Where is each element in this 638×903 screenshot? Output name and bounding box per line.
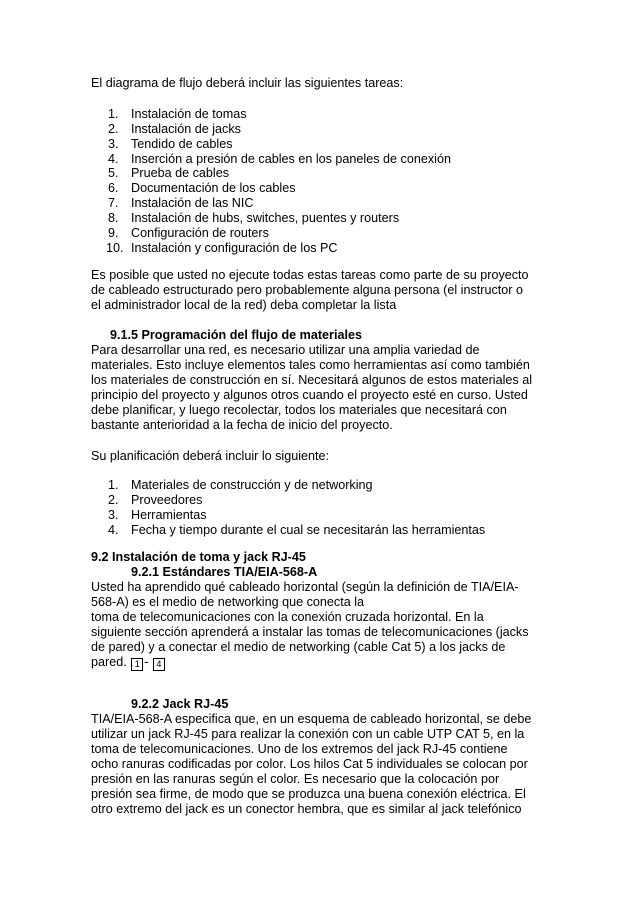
task-number: 8. [108, 211, 119, 225]
paragraph-line: principio del proyecto y algunos otros cuando el proyecto esté en curso. Usted [91, 388, 528, 402]
task-item: Prueba de cables [131, 166, 230, 180]
paragraph-line: otro extremo del jack es un conector hembra, que es similar al jack telefónico [91, 802, 522, 816]
task-item: Instalación de hubs, switches, puentes y routers [131, 211, 400, 225]
paragraph-line: utilizar un jack RJ-45 para realizar la conexión con un cable UTP CAT 5, en la [91, 727, 525, 741]
task-number: 3. [108, 137, 119, 151]
task-number: 7. [108, 196, 119, 210]
intro-text: El diagrama de flujo deberá incluir las siguientes tareas: [91, 76, 404, 90]
plan-item: Herramientas [131, 508, 207, 522]
paragraph-line: debe planificar, y luego recolectar, todos los materiales que necesitará con [91, 403, 507, 417]
plan-item: Fecha y tiempo durante el cual se necesitarán las herramientas [131, 523, 486, 537]
reference-box: 1 [131, 658, 143, 671]
section-heading-9-2-1: 9.2.1 Estándares TIA/EIA-568-A [131, 565, 318, 579]
plan-number: 3. [108, 508, 119, 522]
paragraph-line-last [91, 655, 166, 671]
task-number: 4. [108, 152, 119, 166]
paragraph-line: toma de telecomunicaciones con la conexión cruzada horizontal. En la [91, 610, 484, 624]
paragraph-text: pared. [91, 655, 127, 669]
paragraph-line: bastante anterioridad a la fecha de inicio del proyecto. [91, 418, 393, 432]
paragraph-line: Es posible que usted no ejecute todas estas tareas como parte de su proyecto [91, 268, 529, 282]
reference-separator: - [144, 655, 149, 669]
task-item: Instalación de tomas [131, 107, 247, 121]
paragraph-line: Usted ha aprendido qué cableado horizontal (según la definición de TIA/EIA- [91, 580, 519, 594]
task-item: Documentación de los cables [131, 181, 296, 195]
paragraph-line: 568-A) es el medio de networking que conecta la [91, 595, 365, 609]
task-number: 10. [106, 241, 124, 255]
paragraph-line: ocho ranuras codificadas por color. Los hilos Cat 5 individuales se colocan por [91, 757, 528, 771]
paragraph-line: TIA/EIA-568-A especifica que, en un esquema de cableado horizontal, se debe [91, 712, 532, 726]
plan-number: 4. [108, 523, 119, 537]
plan-intro-text: Su planificación deberá incluir lo siguiente: [91, 449, 330, 463]
paragraph-line: siguiente sección aprenderá a instalar las tomas de telecomunicaciones (jacks [91, 625, 529, 639]
plan-number: 2. [108, 493, 119, 507]
paragraph-line: Para desarrollar una red, es necesario utilizar una amplia variedad de [91, 343, 480, 357]
paragraph-line: presión sea firme, de modo que se produzca una buena conexión eléctrica. El [91, 787, 526, 801]
task-item: Instalación y configuración de los PC [131, 241, 338, 255]
reference-box: 4 [153, 658, 165, 671]
plan-number: 1. [108, 478, 119, 492]
section-heading-9-2-2: 9.2.2 Jack RJ-45 [131, 697, 229, 711]
paragraph-line: de pared) y a conectar el medio de networking (cable Cat 5) a los jacks de [91, 640, 506, 654]
section-heading-9-2: 9.2 Instalación de toma y jack RJ-45 [91, 550, 306, 564]
paragraph-line: toma de telecomunicaciones. Uno de los extremos del jack RJ-45 contiene [91, 742, 508, 756]
paragraph-line: materiales. Esto incluye elementos tales como herramientas así como también [91, 358, 530, 372]
paragraph-line: el administrador local de la red) deba completar la lista [91, 298, 397, 312]
plan-item: Materiales de construcción y de networking [131, 478, 373, 492]
task-number: 5. [108, 166, 119, 180]
task-number: 2. [108, 122, 119, 136]
task-item: Instalación de jacks [131, 122, 241, 136]
task-item: Instalación de las NIC [131, 196, 254, 210]
task-number: 1. [108, 107, 119, 121]
task-number: 6. [108, 181, 119, 195]
plan-item: Proveedores [131, 493, 203, 507]
task-item: Tendido de cables [131, 137, 233, 151]
task-item: Configuración de routers [131, 226, 269, 240]
paragraph-line: presión en las ranuras según el color. Es necesario que la colocación por [91, 772, 500, 786]
paragraph-line: los materiales de construcción en sí. Necesitará algunos de estos materiales al [91, 373, 533, 387]
paragraph-line: de cableado estructurado pero probablemente alguna persona (el instructor o [91, 283, 523, 297]
task-item: Inserción a presión de cables en los paneles de conexión [131, 152, 451, 166]
section-heading-9-1-5: 9.1.5 Programación del flujo de materiales [110, 328, 362, 342]
task-number: 9. [108, 226, 119, 240]
